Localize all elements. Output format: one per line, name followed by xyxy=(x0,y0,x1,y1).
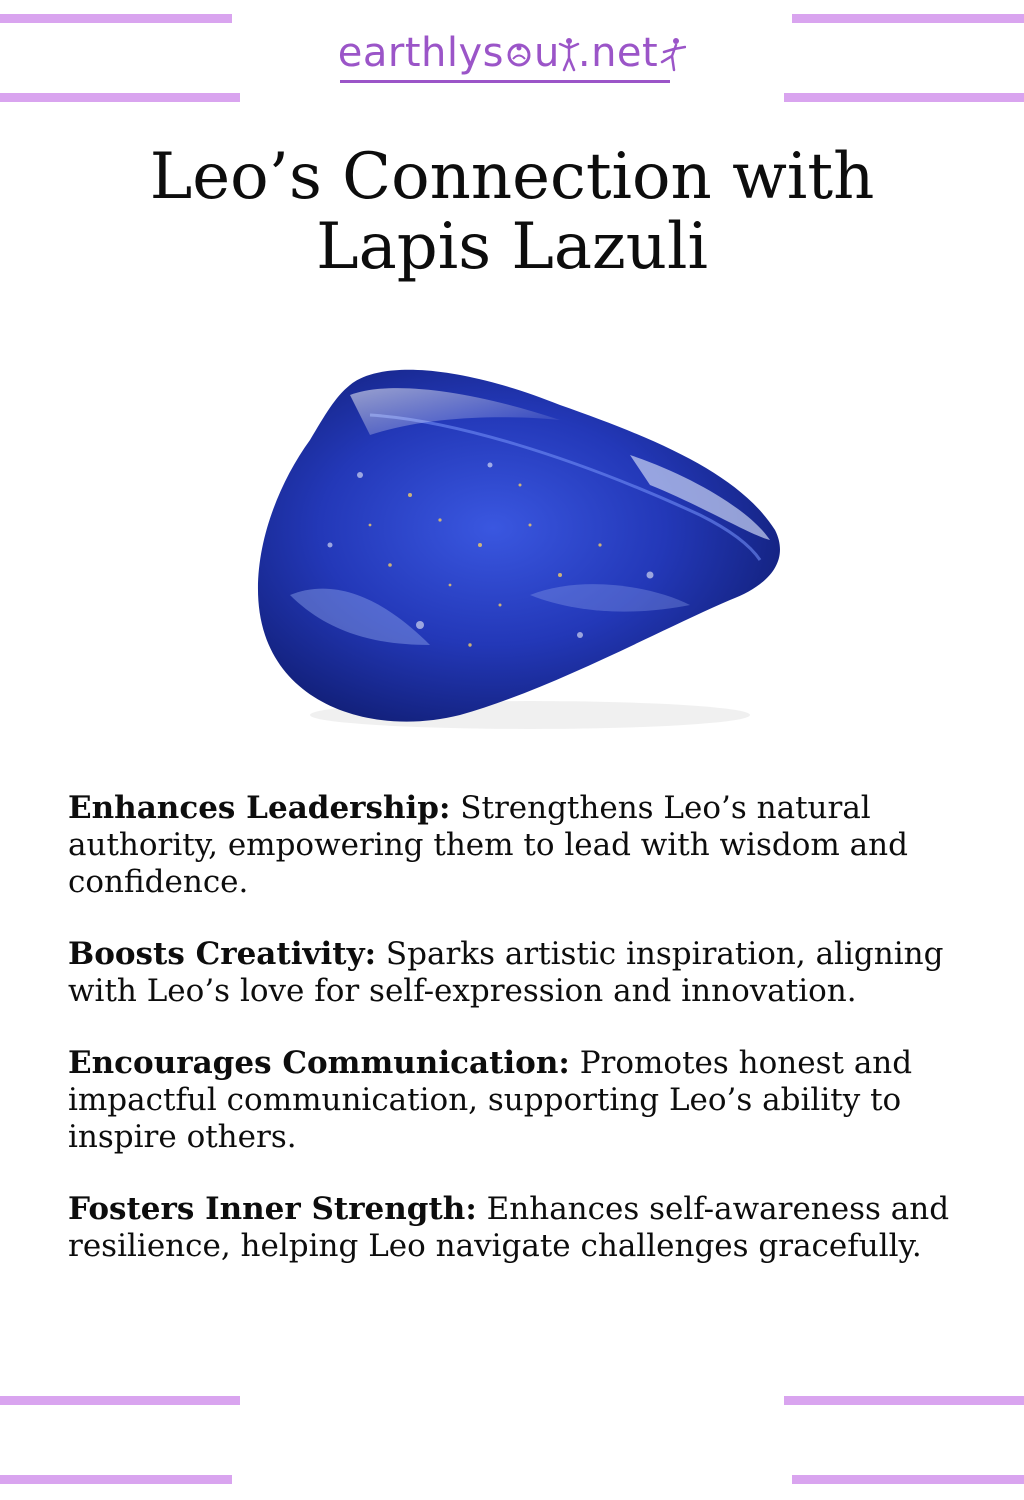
logo-text-middle: u xyxy=(534,30,560,76)
item-label: Boosts Creativity: xyxy=(68,936,377,972)
decor-bar-top-right xyxy=(792,14,1024,23)
logo-underline xyxy=(340,80,670,83)
list-item xyxy=(68,936,968,1010)
logo-lotus-icon xyxy=(504,30,534,76)
item-text: Promotes honest and impactful communication, supporting Leo’s ability to inspire others. xyxy=(68,1045,913,1155)
item-text: Sparks artistic inspiration, aligning with Leo’s love for self-expression and innovation. xyxy=(68,936,944,1009)
decor-bar-top-right-lower xyxy=(784,93,1024,102)
item-label: Enhances Leadership: xyxy=(68,790,451,826)
decor-bar-top-left-lower xyxy=(0,93,240,102)
decor-bar-bottom-right xyxy=(792,1475,1024,1484)
benefits-list xyxy=(68,790,968,1300)
decor-bar-bottom-right-upper xyxy=(784,1396,1024,1405)
list-item xyxy=(68,790,968,901)
logo-figure-icon xyxy=(658,30,686,76)
page-title xyxy=(0,142,1024,282)
decor-bar-top-left xyxy=(0,14,232,23)
item-text: Strengthens Leo’s natural authority, empowering them to lead with wisdom and confidence. xyxy=(68,790,908,900)
decor-bar-bottom-left xyxy=(0,1475,232,1484)
title-line-2: Lapis Lazuli xyxy=(316,210,708,284)
site-logo[interactable] xyxy=(0,30,1024,82)
item-text: Enhances self-awareness and resilience, helping Leo navigate challenges gracefully. xyxy=(68,1191,950,1264)
list-item xyxy=(68,1045,968,1156)
item-label: Fosters Inner Strength: xyxy=(68,1191,477,1227)
logo-text-suffix: .net xyxy=(577,30,659,76)
decor-bar-bottom-left-upper xyxy=(0,1396,240,1405)
list-item xyxy=(68,1191,968,1265)
title-line-1: Leo’s Connection with xyxy=(149,140,875,214)
logo-text-prefix: earthlys xyxy=(337,30,504,76)
lapis-lazuli-stone-image xyxy=(230,345,800,735)
item-label: Encourages Communication: xyxy=(68,1045,570,1081)
